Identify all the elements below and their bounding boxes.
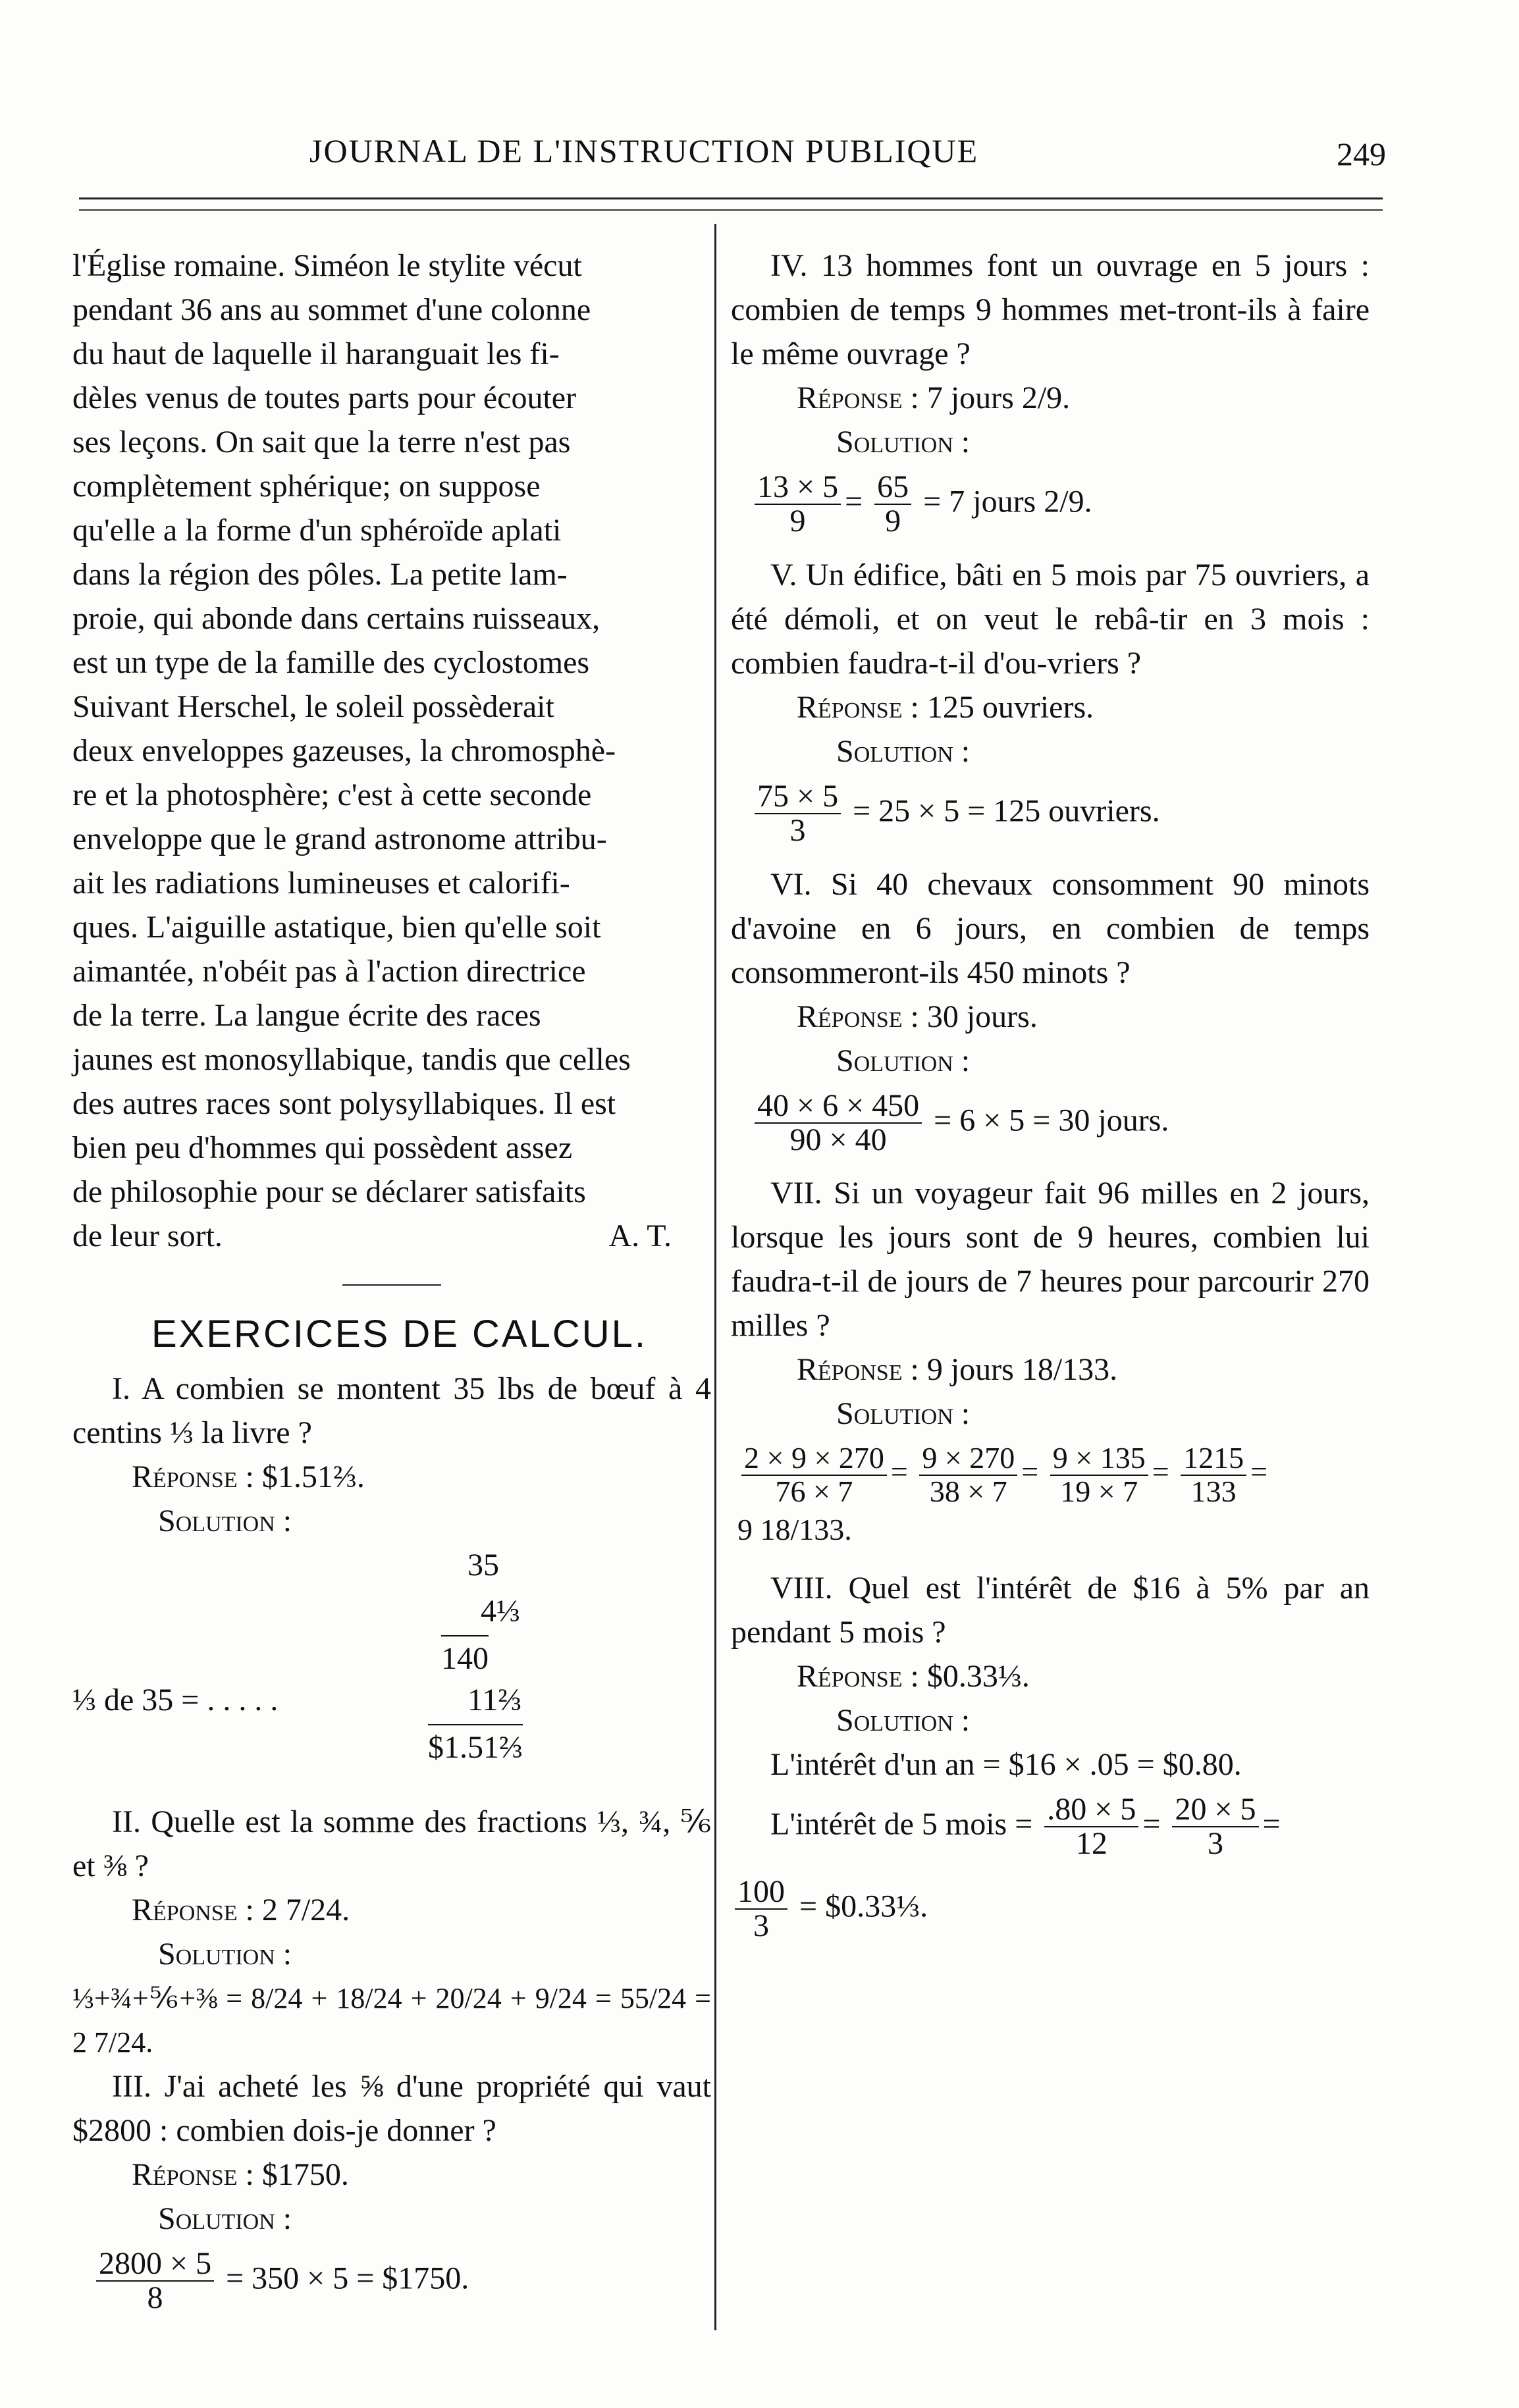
numerator: 40 × 6 × 450	[755, 1089, 922, 1124]
article-line: des autres races sont polysyllabiques. Il est	[72, 1086, 616, 1121]
equation-rest: = 7 jours 2/9.	[923, 484, 1092, 519]
answer-label: Réponse :	[797, 1352, 919, 1388]
solution-label: Solution :	[836, 425, 971, 459]
article-line: complètement sphérique; on suppose	[72, 469, 541, 504]
equation-tail: 9 18/133.	[737, 1512, 852, 1546]
numerator: 20 × 5	[1172, 1793, 1258, 1827]
article-line: ques. L'aiguille astatique, bien qu'elle soit	[72, 910, 601, 945]
fraction	[735, 1875, 787, 1943]
article-line: ait les radiations lumineuses et calorifi-	[72, 866, 570, 901]
exercise-1-calculation	[72, 1543, 711, 1800]
page-number: 249	[1337, 136, 1386, 172]
header-rule-thin	[79, 209, 1383, 211]
calc-value: 4⅓	[481, 1594, 520, 1629]
article-last-line: de leur sort.	[72, 1218, 223, 1253]
exercise-3-question: III. J'ai acheté les ⅝ d'une propriété qui vaut $2800 : combien dois-je donner ?	[72, 2069, 711, 2148]
exercise-7-question: VII. Si un voyageur fait 96 milles en 2 jours, lorsque les jours sont de 9 heures, combien lui faudra-t-il de jours de 7 heures pour parcourir 270 milles ?	[731, 1176, 1370, 1344]
numerator: 9 × 135	[1050, 1442, 1148, 1475]
exercise-2-solution: ⅓+¾+⅚+⅜ = 8/24 + 18/24 + 20/24 + 9/24 = 55/24 = 2 7/24.	[72, 1982, 711, 2058]
article-text	[72, 244, 711, 1258]
header-rule	[79, 197, 1383, 199]
left-column	[72, 244, 711, 2330]
denominator: 3	[1207, 1826, 1223, 1862]
fraction	[755, 780, 841, 848]
answer-label: Réponse :	[132, 1459, 254, 1494]
article-line: dèles venus de toutes parts pour écouter	[72, 380, 577, 415]
denominator: 8	[147, 2280, 163, 2316]
exercise-2-answer	[132, 1888, 711, 1932]
exercise-6-equation	[751, 1089, 1370, 1157]
exercise-8-line1: L'intérêt d'un an = $16 × .05 = $0.80.	[770, 1746, 1242, 1782]
exercise-5-answer	[797, 685, 1370, 729]
fraction	[919, 1442, 1017, 1507]
answer-label: Réponse :	[132, 2157, 254, 2192]
answer-value: 9 jours 18/133.	[926, 1352, 1118, 1388]
solution-label: Solution :	[836, 1043, 971, 1078]
numerator: .80 × 5	[1044, 1793, 1138, 1827]
fraction	[1181, 1442, 1246, 1507]
denominator: 19 × 7	[1060, 1474, 1138, 1508]
equation-label: L'intérêt de 5 mois =	[770, 1806, 1033, 1842]
answer-label: Réponse :	[797, 999, 919, 1034]
answer-value: $0.33⅓.	[926, 1658, 1030, 1694]
article-line: proie, qui abonde dans certains ruisseaux,	[72, 601, 600, 636]
running-header: JOURNAL DE L'INSTRUCTION PUBLIQUE	[309, 132, 979, 169]
exercise-1-question: I. A combien se montent 35 lbs de bœuf à 4 centins ⅓ la livre ?	[72, 1371, 711, 1450]
answer-value: 30 jours.	[926, 999, 1038, 1034]
fraction	[755, 1089, 922, 1157]
article-line: de la terre. La langue écrite des races	[72, 998, 541, 1033]
article-signature: A. T.	[608, 1218, 672, 1253]
solution-label: Solution :	[836, 1702, 971, 1738]
answer-value: 125 ouvriers.	[926, 689, 1094, 725]
numerator: 9 × 270	[919, 1442, 1017, 1475]
calc-total: $1.51⅔	[428, 1724, 523, 1769]
solution-label: Solution :	[158, 2201, 292, 2236]
exercise-4-answer	[797, 376, 1370, 420]
article-line: re et la photosphère; c'est à cette seconde	[72, 777, 592, 812]
exercise-7-equation: $\frac{2 \times 9 \times 270}{76 \times 7}$ = $\frac{9 \times 270}{38 \times 7}$ = $\frac{9 \times 135}{19 \times 7}$ = $\frac{1215}{133}$ = 9 18/133.	[737, 1442, 1370, 1552]
denominator: 12	[1075, 1826, 1107, 1862]
exercise-6-answer	[797, 995, 1370, 1039]
fraction	[1044, 1793, 1138, 1861]
article-line: pendant 36 ans au sommet d'une colonne	[72, 292, 591, 327]
answer-value: $1750.	[261, 2157, 349, 2192]
equation-rest: = 25 × 5 = 125 ouvriers.	[853, 793, 1160, 829]
column-divider	[714, 224, 716, 2330]
exercise-8-answer	[797, 1654, 1370, 1698]
numerator: 2800 × 5	[96, 2247, 214, 2282]
article-line: enveloppe que le grand astronome attribu-	[72, 822, 607, 856]
calc-value: 11⅔	[467, 1683, 522, 1717]
article-line: qu'elle a la forme d'un sphéroïde aplati	[72, 513, 562, 548]
exercise-4-question: IV. 13 hommes font un ouvrage en 5 jours : combien de temps 9 hommes met-tront-ils à faire le même ouvrage ?	[731, 248, 1370, 371]
exercise-8-question: VIII. Quel est l'intérêt de $16 à 5% par an pendant 5 mois ?	[731, 1570, 1370, 1650]
denominator: 3	[753, 1908, 769, 1944]
article-line: aimantée, n'obéit pas à l'action directrice	[72, 954, 586, 989]
answer-value: $1.51⅔.	[261, 1459, 365, 1494]
fraction	[1172, 1793, 1258, 1861]
calc-value: 140	[441, 1635, 489, 1681]
article-line: jaunes est monosyllabique, tandis que celles	[72, 1042, 631, 1077]
solution-label: Solution :	[158, 1937, 292, 1972]
calc-label: ⅓ de 35 = . . . . .	[72, 1683, 279, 1717]
exercise-1-answer	[132, 1455, 711, 1499]
numerator: 65	[874, 471, 911, 505]
answer-label: Réponse :	[132, 1893, 254, 1927]
numerator: 100	[735, 1875, 787, 1910]
numerator: 2 × 9 × 270	[741, 1442, 887, 1475]
article-line: deux enveloppes gazeuses, la chromosphè-	[72, 733, 616, 768]
calc-value: 35	[467, 1548, 499, 1583]
denominator: 9	[789, 504, 806, 539]
equation-rest: = 350 × 5 = $1750.	[226, 2261, 469, 2296]
exercise-6-question: VI. Si 40 chevaux consomment 90 minots d'avoine en 6 jours, en combien de temps consommeront-ils 450 minots ?	[731, 866, 1370, 990]
fraction	[96, 2247, 214, 2315]
exercise-5-question: V. Un édifice, bâti en 5 mois par 75 ouvriers, a été démoli, et on veut le rebâ-tir en 3 mois : combien faudra-t-il d'ou-vriers ?	[731, 557, 1370, 681]
answer-value: 2 7/24.	[261, 1893, 350, 1927]
article-line: Suivant Herschel, le soleil possèderait	[72, 689, 554, 724]
article-line	[72, 1214, 711, 1258]
exercise-3-answer	[132, 2153, 711, 2197]
denominator: 9	[885, 504, 901, 539]
denominator: 38 × 7	[929, 1474, 1007, 1508]
answer-label: Réponse :	[797, 1658, 919, 1694]
exercise-7-answer	[797, 1348, 1370, 1392]
fraction	[1050, 1442, 1148, 1507]
numerator: 13 × 5	[755, 471, 841, 505]
article-line: l'Église romaine. Siméon le stylite vécut	[72, 248, 582, 283]
fraction	[755, 471, 841, 538]
answer-value: 7 jours 2/9.	[926, 380, 1071, 415]
equation-rest: = $0.33⅓.	[799, 1889, 928, 1924]
article-line: dans la région des pôles. La petite lam-	[72, 557, 568, 592]
denominator: 76 × 7	[775, 1474, 853, 1508]
section-title: EXERCICES DE CALCUL.	[151, 1313, 647, 1355]
article-line: bien peu d'hommes qui possèdent assez	[72, 1130, 573, 1165]
solution-label: Solution :	[836, 1396, 971, 1432]
exercise-2-question: II. Quelle est la somme des fractions ⅓, ¾, ⅚ et ⅜ ?	[72, 1804, 711, 1883]
denominator: 3	[789, 813, 806, 849]
numerator: 75 × 5	[755, 780, 841, 814]
article-line: ses leçons. On sait que la terre n'est pas	[72, 425, 571, 459]
exercise-8-equation: L'intérêt de 5 mois = $\frac{.80 \times 5}{12}$ = $\frac{20 \times 5}{3}$ =	[770, 1791, 1281, 1862]
solution-label: Solution :	[158, 1504, 292, 1538]
section-divider	[342, 1284, 441, 1286]
article-line: est un type de la famille des cyclostomes	[72, 645, 590, 680]
exercise-4-equation: $\frac{13 \times 5}{9}$ = $\frac{65}{9}$ = 7 jours 2/9.	[751, 471, 1370, 538]
denominator: 90 × 40	[789, 1122, 887, 1157]
exercise-8-equation-cont	[731, 1875, 1370, 1943]
numerator: 1215	[1181, 1442, 1246, 1475]
article-line: du haut de laquelle il haranguait les fi-	[72, 336, 560, 371]
answer-label: Réponse :	[797, 380, 919, 415]
article-line: de philosophie pour se déclarer satisfaits	[72, 1174, 586, 1209]
fraction	[874, 471, 911, 538]
answer-label: Réponse :	[797, 689, 919, 725]
equation-rest: = 6 × 5 = 30 jours.	[934, 1102, 1169, 1138]
exercise-5-equation	[751, 780, 1370, 848]
exercise-3-equation	[92, 2247, 711, 2315]
fraction	[741, 1442, 887, 1507]
solution-label: Solution :	[836, 733, 971, 769]
denominator: 133	[1190, 1474, 1237, 1508]
right-column	[731, 244, 1370, 1958]
